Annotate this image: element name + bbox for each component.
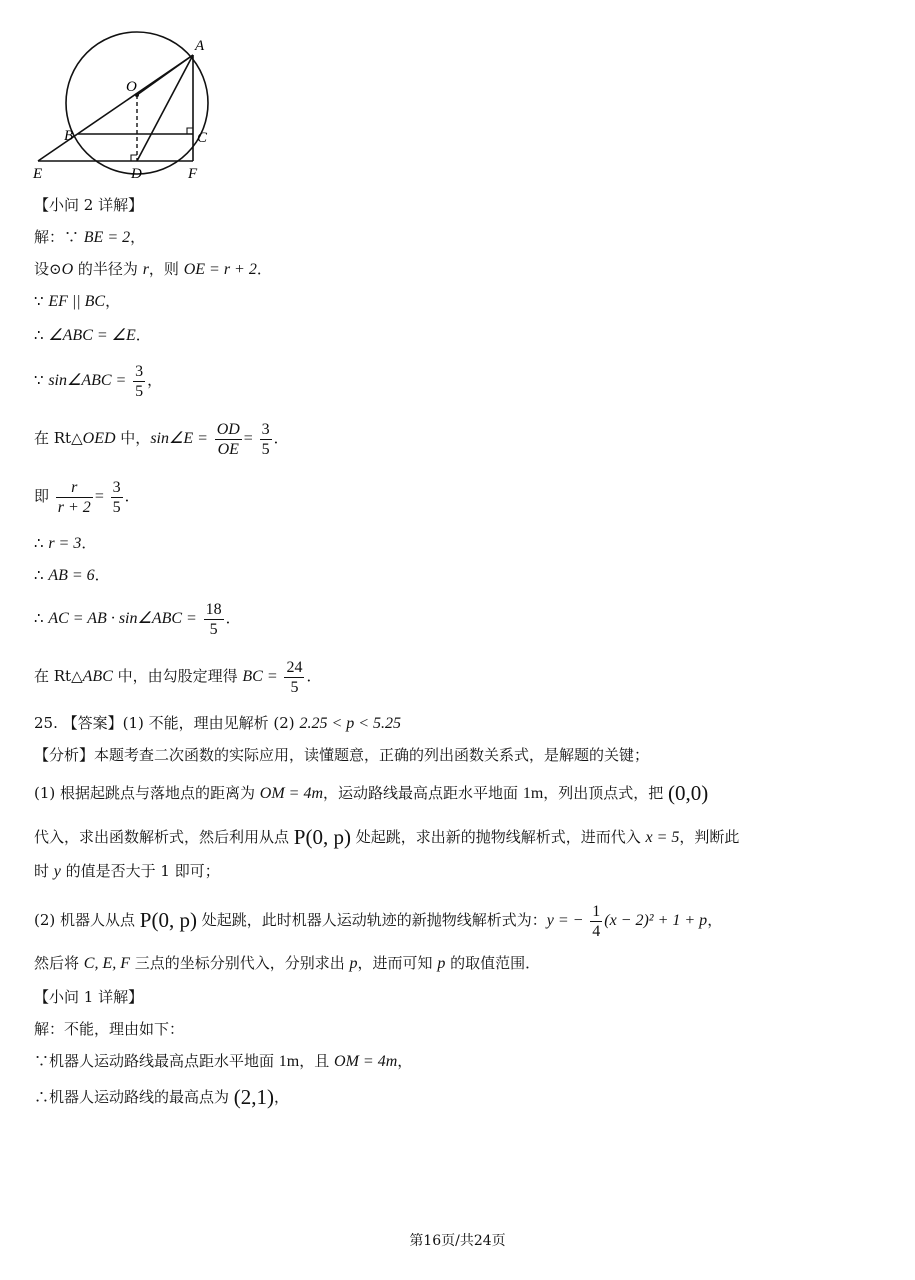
math: C, E, F [83,955,130,972]
math: (0,0) [668,781,709,805]
math: BE = 2 [83,229,131,246]
text: ，判断此 [679,828,740,846]
text: ，则 [148,260,184,278]
text: ∴机器人运动路线的最高点为 [34,1088,234,1106]
q25-analysis-p2 [34,826,739,849]
sub2-line-3 [34,290,120,313]
sub1-heading: 【小问 1 详解】 [34,988,144,1006]
math: BC = [242,668,278,685]
text: ． [256,260,272,278]
text: 25. 【答案】(1) 不能，理由见解析 (2) [34,714,300,732]
text: 在 Rt△ [34,429,83,447]
math: 1m [522,785,544,802]
text: (1) 根据起跳点与落地点的距离为 [34,784,260,802]
text: 的半径为 [73,260,143,278]
page-footer: 第16页/共24页 [409,1233,506,1249]
fraction [133,362,145,401]
text: 的取值范围． [445,954,541,972]
text: 然后将 [34,954,84,972]
sub2-line-1 [34,226,145,249]
text: ，列出顶点式，把 [543,784,669,802]
math: P(0, p) [139,908,197,932]
line-ad [137,55,193,161]
right-angle-c [187,128,193,134]
numerator: r [56,478,93,498]
q25-analysis-p3 [34,860,220,883]
fraction [56,478,93,517]
label-d: D [131,166,142,182]
sub2-line-10 [34,598,241,639]
sub2-line-6 [34,418,289,459]
math: sin∠E = [150,430,208,447]
denominator: 5 [209,620,218,638]
text: 即 [34,487,54,505]
text: ， [707,911,723,929]
label-c: C [197,130,208,146]
label-f: F [188,166,198,182]
fraction [204,600,224,639]
text: ∴ [34,534,49,552]
text: ，运动路线最高点距水平地面 [323,784,523,802]
text: (2) 机器人从点 [34,911,140,929]
math: sin∠ABC = [48,372,127,389]
numerator: 18 [205,600,222,618]
fraction [284,658,304,697]
label-a: A [195,38,205,54]
denominator: 5 [290,678,299,696]
math: EF || BC [48,293,106,310]
math: ∠ABC = ∠E [48,327,136,344]
sub2-line-5 [34,360,162,401]
equals: = [243,430,253,447]
text: 的值是否大于 1 即可； [60,862,220,880]
math: OED [82,430,116,447]
q25-analysis-p4 [34,898,722,943]
denominator: 4 [592,922,601,940]
text: ． [306,667,322,685]
text: 代入，求出函数解析式，然后利用从点 [34,828,294,846]
line-oa [137,55,193,95]
text: ∴ [34,566,49,584]
text: ， [105,292,121,310]
sub2-line-11 [34,656,321,697]
label-o: O [126,79,137,95]
text: 处起跳，此时机器人运动轨迹的新抛物线解析式为： [196,911,547,929]
denominator: 5 [135,382,144,400]
q25-answer [34,712,401,735]
label-b: B [64,128,74,144]
math: OE = r + 2 [183,261,257,278]
sub1-line-2 [34,1050,412,1073]
denominator: r + 2 [57,498,91,516]
q25-analysis-p5 [34,952,540,975]
math: OM = 4m [334,1053,398,1070]
math: OM = 4m [259,785,324,802]
q25-analysis-p1 [34,782,708,805]
text: ． [81,534,97,552]
text: ． [124,487,140,505]
fraction [590,902,602,941]
label-e: E [33,166,43,182]
sub1-line-3 [34,1086,289,1108]
text: ∴ [34,609,49,627]
denominator: OE [217,440,239,458]
math: y = − [546,912,584,929]
math: 2.25 < p < 5.25 [299,715,402,732]
fraction [111,478,123,517]
math: P(0, p) [293,825,351,849]
text: ． [94,566,110,584]
sub2-line-4 [34,324,151,347]
text: ， [397,1052,413,1070]
text: ， [147,371,163,389]
text: ，且 [299,1052,335,1070]
text: ． [135,326,151,344]
text: 设⊙ [34,260,62,278]
denominator: 5 [112,498,121,516]
text: 解：∵ [34,228,84,246]
math: (x − 2)² + 1 + p [604,912,708,929]
numerator: 3 [261,420,270,438]
math: x = 5 [645,829,680,846]
text: ∴ [34,326,49,344]
fraction [260,420,272,459]
denominator: 5 [261,440,270,458]
math: O [61,261,74,278]
q25-analysis: 【分析】本题考查二次函数的实际应用，读懂题意，正确的列出函数关系式，是解题的关键； [34,746,650,764]
sub2-line-8 [34,532,96,555]
sub2-line-2 [34,258,272,281]
math: y [53,863,61,880]
text: ，进而可知 [357,954,438,972]
math: r [142,261,149,278]
math: r = 3 [48,535,82,552]
text: ， [130,228,146,246]
sub2-line-7 [34,476,140,517]
numerator: OD [216,420,240,438]
math: p [437,955,446,972]
geometry-figure [28,18,218,183]
math: ABC [82,668,113,685]
numerator: 24 [286,658,303,676]
sub2-line-9 [34,564,110,587]
numerator: 1 [592,902,601,920]
text: ， [274,1088,290,1106]
text: 中， [115,429,151,447]
sub2-heading: 【小问 2 详解】 [34,196,144,214]
text: 在 Rt△ [34,667,83,685]
text: 中，由勾股定理得 [112,667,243,685]
text: ∵机器人运动路线最高点距水平地面 [34,1052,279,1070]
right-angle-d [131,155,137,161]
text: 三点的坐标分别代入，分别求出 [130,954,350,972]
equals: = [94,488,104,505]
text: 处起跳，求出新的抛物线解析式，进而代入 [350,828,646,846]
text: ∵ [34,292,49,310]
math: p [349,955,358,972]
fraction [215,420,242,459]
math: (2,1) [233,1085,275,1109]
math: 1m [278,1053,300,1070]
numerator: 3 [135,362,144,380]
numerator: 3 [112,478,121,496]
text: ． [225,609,241,627]
sub1-line-1: 解：不能，理由如下： [34,1020,185,1038]
math: AC = AB · sin∠ABC = [48,610,197,627]
text: 时 [34,862,54,880]
text: ∵ [34,371,49,389]
math: AB = 6 [48,567,95,584]
text: ． [273,429,289,447]
